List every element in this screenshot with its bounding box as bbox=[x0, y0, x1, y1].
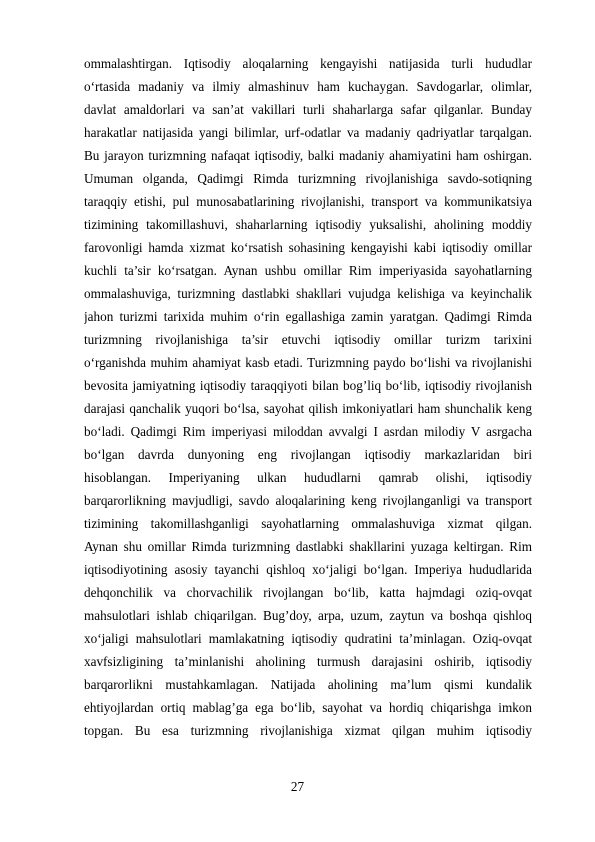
text-line: bo‘ladi. Qadimgi Rim imperiyasi miloddan avvalgi I asrdan milodiy V asrgacha bbox=[84, 424, 532, 439]
text-line: ommalashuviga, turizmning dastlabki shakllari vujudga kelishiga va keyinchalik bbox=[84, 286, 532, 301]
text-line: turizmning rivojlanishiga ta’sir etuvchi iqtisodiy omillar turizm tarixini bbox=[84, 332, 532, 347]
text-line: dehqonchilik va chorvachilik rivojlangan bo‘lib, katta hajmdagi oziq-ovqat bbox=[84, 585, 532, 600]
text-line: tizimining takomillashganligi sayohatlarning ommalashuviga xizmat qilgan. bbox=[84, 516, 532, 531]
text-line: taraqqiy etishi, pul munosabatlarining rivojlanishi, transport va kommunikatsiya bbox=[84, 194, 532, 209]
text-line: jahon turizmi tarixida muhim o‘rin egallashiga zamin yaratgan. Qadimgi Rimda bbox=[84, 309, 532, 324]
page-number: 27 bbox=[290, 779, 305, 794]
text-line: davlat amaldorlari va san’at vakillari turli shaharlarga safar qilganlar. Bunday bbox=[84, 102, 532, 117]
text-line: hisoblangan. Imperiyaning ulkan hududlarni qamrab olishi, iqtisodiy bbox=[84, 470, 532, 485]
text-line: xo‘jaligi mahsulotlari mamlakatning iqtisodiy qudratini ta’minlagan. Oziq-ovqat bbox=[84, 631, 532, 646]
text-line: tizimining takomillashuvi, shaharlarning iqtisodiy yuksalishi, aholining moddiy bbox=[84, 217, 532, 232]
text-line: mahsulotlari ishlab chiqarilgan. Bug’doy, arpa, uzum, zaytun va boshqa qishloq bbox=[84, 608, 532, 623]
text-line: Umuman olganda, Qadimgi Rimda turizmning rivojlanishiga savdo-sotiqning bbox=[84, 171, 532, 186]
text-line: bo‘lgan davrda dunyoning eng rivojlangan iqtisodiy markazlaridan biri bbox=[84, 447, 532, 462]
body-text bbox=[84, 52, 532, 742]
text-line: kuchli ta’sir ko‘rsatgan. Aynan ushbu omillar Rim imperiyasida sayohatlarning bbox=[84, 263, 532, 278]
text-line: farovonligi hamda xizmat ko‘rsatish sohasining kengayishi kabi iqtisodiy omillar bbox=[84, 240, 532, 255]
text-line: Bu jarayon turizmning nafaqat iqtisodiy, balki madaniy ahamiyatini ham oshirgan. bbox=[84, 148, 532, 163]
text-line: o‘rtasida madaniy va ilmiy almashinuv ham kuchaygan. Savdogarlar, olimlar, bbox=[84, 79, 532, 94]
text-line: darajasi qanchalik yuqori bo‘lsa, sayohat qilish imkoniyatlari ham shunchalik keng bbox=[84, 401, 532, 416]
text-line: bevosita jamiyatning iqtisodiy taraqqiyoti bilan bog’liq bo‘lib, iqtisodiy rivojlanish bbox=[84, 378, 532, 393]
text-line: topgan. Bu esa turizmning rivojlanishiga xizmat qilgan muhim iqtisodiy bbox=[84, 723, 532, 738]
text-line: xavfsizligining ta’minlanishi aholining turmush darajasini oshirib, iqtisodiy bbox=[84, 654, 532, 669]
text-line: barqarorlikning mavjudligi, savdo aloqalarining keng rivojlanganligi va transport bbox=[84, 493, 532, 508]
text-line: harakatlar natijasida yangi bilimlar, urf-odatlar va madaniy qadriyatlar tarqalgan. bbox=[84, 125, 532, 140]
text-line: o‘rganishda muhim ahamiyat kasb etadi. Turizmning paydo bo‘lishi va rivojlanishi bbox=[84, 355, 532, 370]
text-line: iqtisodiyotining asosiy tayanchi qishloq xo‘jaligi bo‘lgan. Imperiya hududlarida bbox=[84, 562, 532, 577]
text-line: barqarorlikni mustahkamlagan. Natijada aholining ma’lum qismi kundalik bbox=[84, 677, 532, 692]
text-line: Aynan shu omillar Rimda turizmning dastlabki shakllarini yuzaga keltirgan. Rim bbox=[84, 539, 532, 554]
text-line: ommalashtirgan. Iqtisodiy aloqalarning kengayishi natijasida turli hududlar bbox=[84, 56, 532, 71]
text-line: ehtiyojlardan ortiq mablag’ga ega bo‘lib, sayohat va hordiq chiqarishga imkon bbox=[84, 700, 532, 715]
